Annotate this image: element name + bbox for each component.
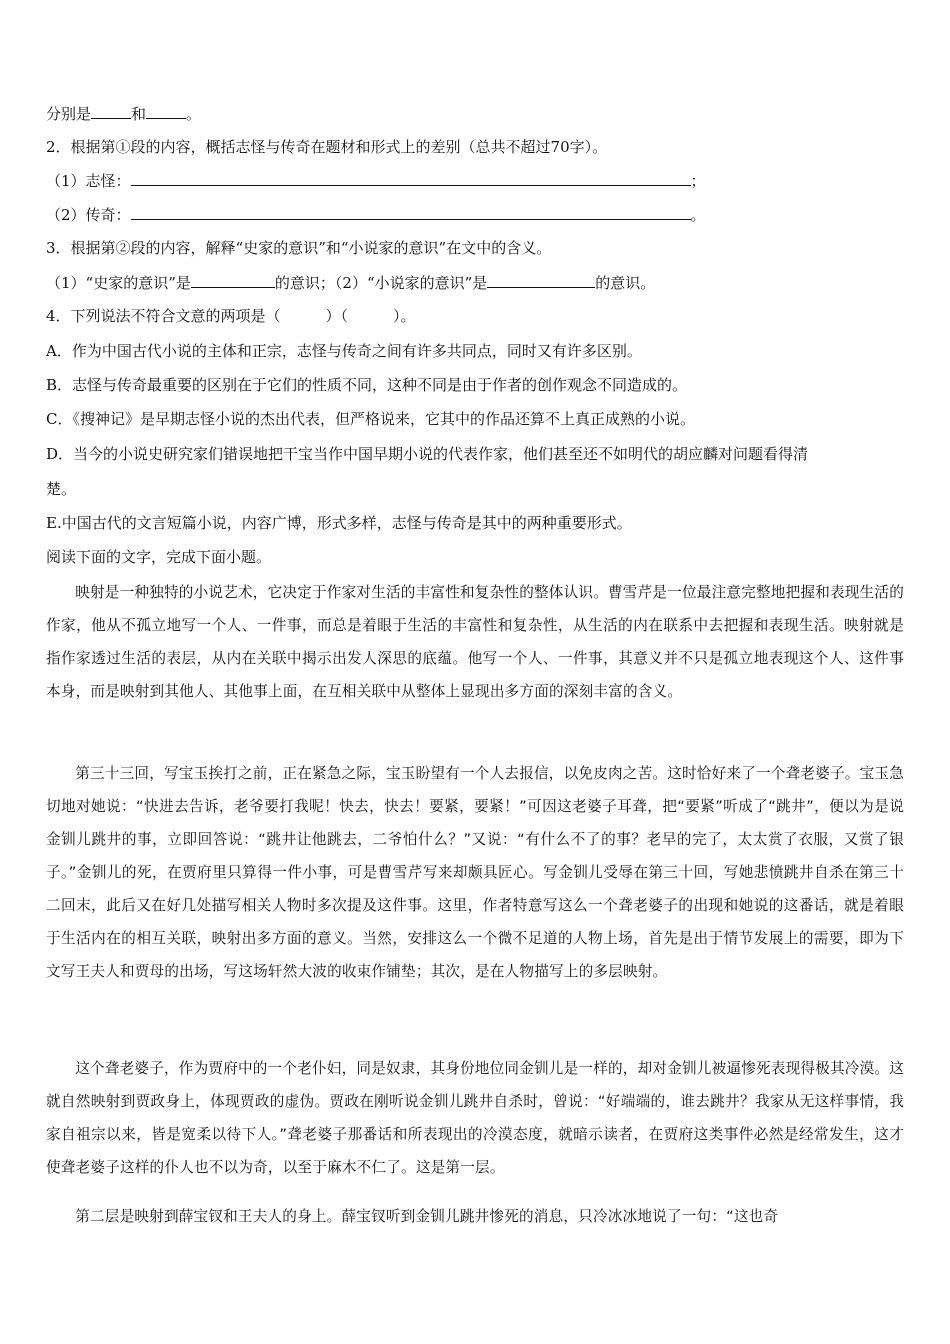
passage-paragraph-3: 这个聋老婆子，作为贾府中的一个老仆妇，同是奴隶，其身份地位同金钏儿是一样的，却对金钏儿被逼惨死表现得极其冷漠。这就自然映射到贾政身上，体现贾政的虚伪。贾政在刚听说金钏儿跳井自杀时，曾说：“好端端的，谁去跳井？我家从无这样事情，我家自祖宗以来，皆是宽柔以待下人。”聋老婆子那番话和所表现出的冷漠态度，就暗示读者，在贾府这类事件必然是经常发生，这才使聋老婆子这样的仆人也不以为奇，以至于麻木不仁了。这是第一层。: [46, 1060, 904, 1176]
q1-answer-line: [46, 102, 201, 125]
reading-prompt: 阅读下面的文字，完成下面小题。: [46, 548, 272, 566]
q2-item-2: [46, 203, 706, 226]
q2-item-2-label: （2）传奇：: [46, 206, 131, 224]
q2-question: 2．根据第①段的内容，概括志怪与传奇在题材和形式上的差别（总共不超过70字）。: [46, 138, 608, 156]
q1-text-a: 分别是: [46, 105, 92, 123]
q4-option-d-line1: D．当今的小说史研究家们错误地把干宝当作中国早期小说的代表作家，他们甚至还不如明代的胡应麟对问题看得清: [46, 445, 809, 463]
q4-option-c: C．《搜神记》是早期志怪小说的杰出代表，但严格说来，它其中的作品还算不上真正成熟的小说。: [46, 410, 695, 428]
passage-paragraph-4: 第二层是映射到薛宝钗和王夫人的身上。薛宝钗听到金钏儿跳井惨死的消息，只冷冰冰地说了一句：“这也奇: [75, 1208, 779, 1225]
q2-item-1-label: （1）志怪：: [46, 172, 131, 190]
q1-text-c: 。: [186, 105, 202, 123]
q3-part-1-end: 的意识；: [274, 274, 335, 292]
q3-part-2-blank[interactable]: [487, 271, 595, 288]
q2-item-1-end: ；: [690, 172, 706, 190]
q3-part-1-label: （1）“史家的意识”是: [46, 274, 191, 292]
passage-paragraph-1: 映射是一种独特的小说艺术，它决定于作家对生活的丰富性和复杂性的整体认识。曹雪芹是一位最注意完整地把握和表现生活的作家，他从不孤立地写一个人、一件事，而总是着眼于生活的丰富性和复杂性，从生活的内在联系中去把握和表现生活。映射就是指作家透过生活的表层，从内在关联中揭示出发人深思的底蕴。他写一个人、一件事，其意义并不只是孤立地表现这个人、这件事本身，而是映射到其他人、其他事上面，在互相关联中从整体上显现出多方面的深刻丰富的含义。: [46, 584, 904, 700]
q4-option-d-line2: 楚。: [46, 480, 77, 498]
q3-part-2-end: 的意识。: [595, 274, 656, 292]
q1-blank-1[interactable]: [91, 102, 131, 119]
q3-answer-line: [46, 271, 655, 294]
q1-text-b: 和: [131, 105, 147, 123]
q2-item-1-blank[interactable]: [131, 169, 691, 186]
q1-blank-2[interactable]: [146, 102, 186, 119]
q3-part-1-blank[interactable]: [191, 271, 275, 288]
q2-item-2-blank[interactable]: [131, 203, 691, 220]
q3-question: 3．根据第②段的内容，解释“史家的意识”和“小说家的意识”在文中的含义。: [46, 239, 552, 257]
q4-question: 4．下列说法不符合文意的两项是（ ）（ ）。: [46, 307, 416, 325]
q2-item-1: [46, 169, 706, 192]
q3-part-2-label: （2）“小说家的意识”是: [334, 274, 488, 292]
q4-option-a: A．作为中国古代小说的主体和正宗，志怪与传奇之间有许多共同点，同时又有许多区别。: [46, 342, 642, 360]
q4-option-b: B．志怪与传奇最重要的区别在于它们的性质不同，这种不同是由于作者的创作观念不同造成的。: [46, 376, 688, 394]
q4-option-e: E.中国古代的文言短篇小说，内容广博，形式多样，志怪与传奇是其中的两种重要形式。: [46, 514, 632, 532]
q2-item-2-end: 。: [690, 206, 706, 224]
passage-paragraph-2: 第三十三回，写宝玉挨打之前，正在紧急之际，宝玉盼望有一个人去报信，以免皮肉之苦。这时恰好来了一个聋老婆子。宝玉急切地对她说：“快进去告诉，老爷要打我呢！快去，快去！要紧，要紧！”可因这老婆子耳聋，把“要紧”听成了“跳井”，便以为是说金钏儿跳井的事，立即回答说：“跳井让他跳去，二爷怕什么？”又说：“有什么不了的事？老早的完了，太太赏了衣服，又赏了银子。”金钏儿的死，在贾府里只算得一件小事，可是曹雪芹写来却颇具匠心。写金钏儿受辱在第三十回，写她悲愤跳井自杀在第三十二回末，此后又在好几处描写相关人物时多次提及这件事。这里，作者特意写这么一个聋老婆子的出现和她说的这番话，就是着眼于生活内在的相互关联，映射出多方面的意义。当然，安排这么一个微不足道的人物上场，首先是出于情节发展上的需要，即为下文写王夫人和贾母的出场，写这场轩然大波的收束作铺垫；其次，是在人物描写上的多层映射。: [46, 765, 904, 980]
